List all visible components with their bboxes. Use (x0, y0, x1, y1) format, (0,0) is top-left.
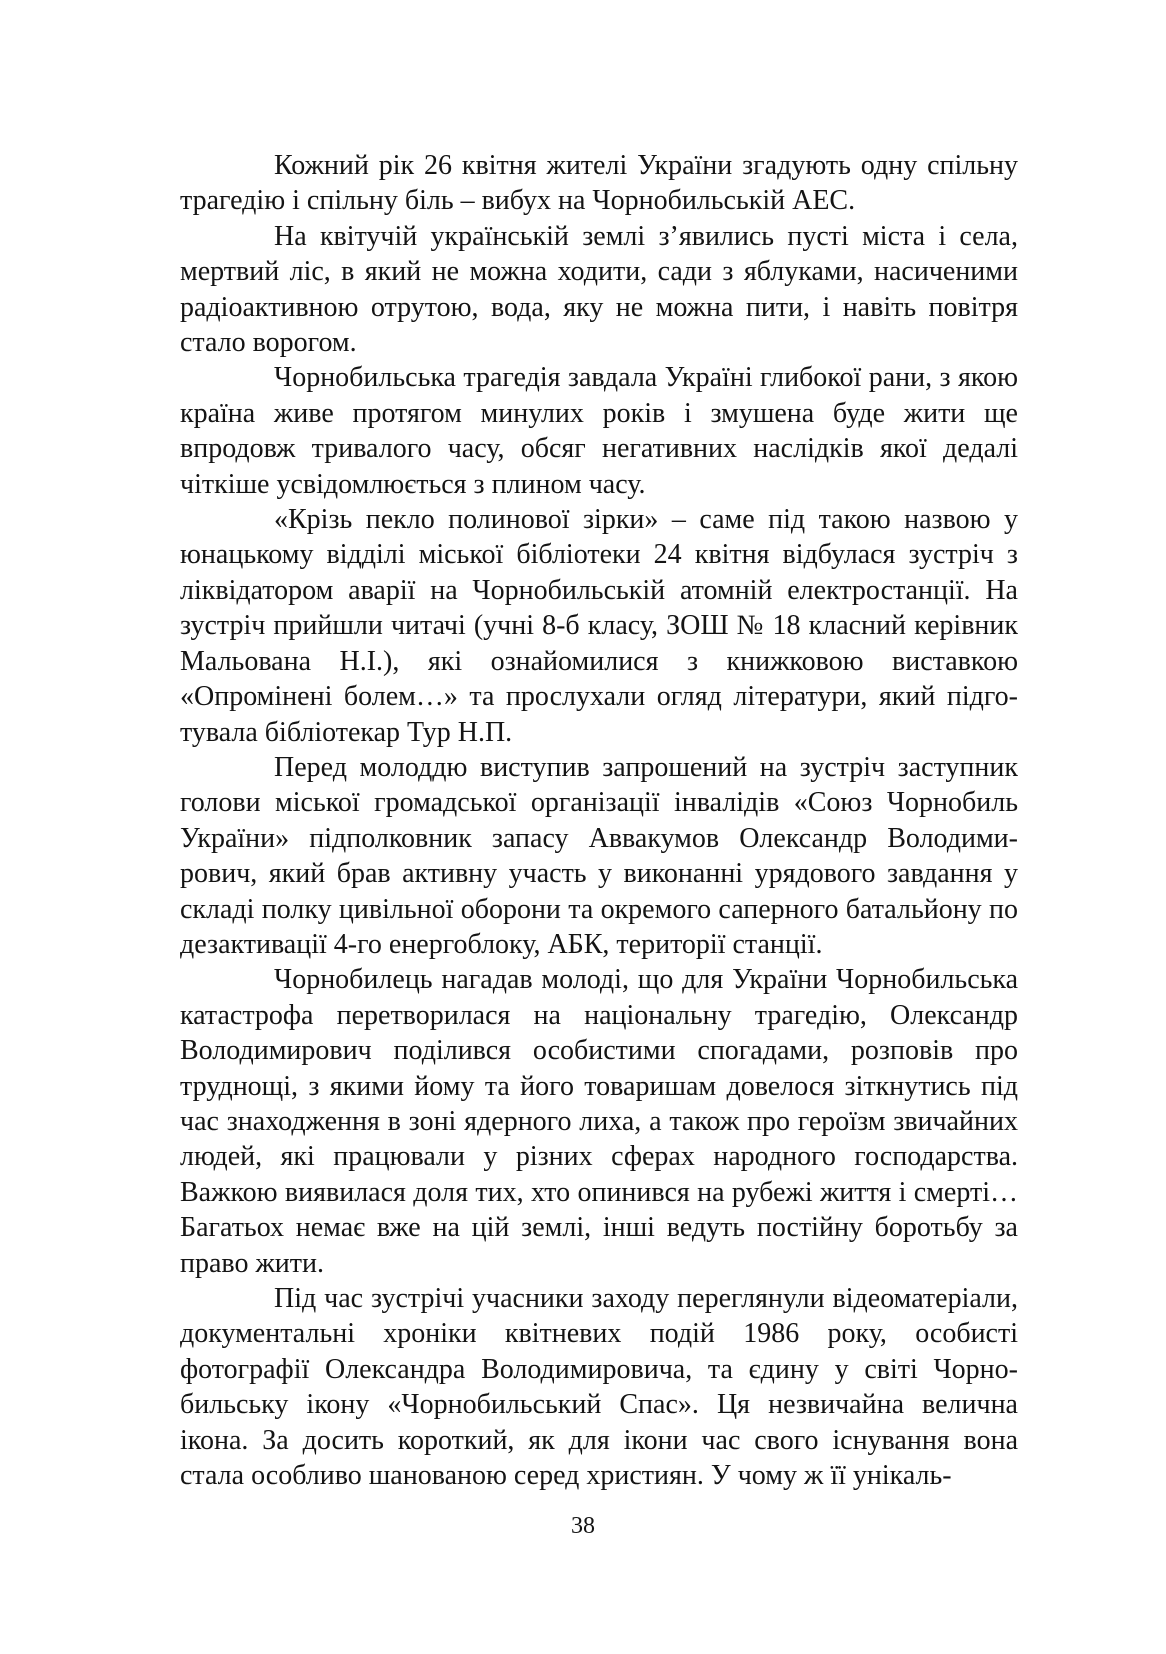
body-text (180, 148, 1018, 1493)
paragraph-7: Під час зустрічі учасники заходу переглянули відеоматеріали, документальні хроніки квітневих подій 1986 року, особисті фотографії Олександра Володимировича, та єдину у світі Чорнобильську ікону «Чорнобильський Спас». Ця незвичайна велична ікона. За досить короткий, як для ікони час свого існування вона стала особливо шанованою серед християн. У чому ж її унікаль- (180, 1283, 1018, 1492)
paragraph-6: Чорнобилець нагадав молоді, що для України Чорнобильська катастрофа перетворилася на національну трагедію, Олександр Володимирович поділився особистими спогадами, розповів про труднощі, з якими йому та його товаришам довелося зіткнутись під час знаходження в зоні ядерного лиха, а також про героїзм звичайних людей, які працювали у різних сферах народного господарства. Важкою виявилася доля тих, хто опинився на рубежі життя і смерті… Багатьох немає вже на цій землі, інші ведуть постійну боротьбу за право жити. (180, 964, 1018, 1279)
paragraph-5: Перед молоддю виступив запрошений на зустріч заступник голови міської громадської організації інвалідів «Союз Чорнобиль України» підполковник запасу Аввакумов Олександр Володимирович, який брав активну участь у виконанні урядового завдання у складі полку цивільної оборони та окремого саперного батальйону по дезактивації 4-го енергоблоку, АБК, території станції. (180, 751, 1018, 960)
page-number: 38 (571, 1513, 595, 1539)
paragraph-2: На квітучій українській землі з’явились пусті міста і села, мертвий ліс, в який не можна ходити, сади з яблуками, насиченими радіоактивною отрутою, вода, яку не можна пити, і навіть повітря стало ворогом. (180, 220, 1018, 359)
paragraph-4: «Крізь пекло полинової зірки» – саме під такою назвою у юнацькому відділі міської бібліотеки 24 квітня відбулася зустріч з ліквідатором аварії на Чорнобильській атомній електростанції. На зустріч прийшли читачі (учні 8-б класу, ЗОШ № 18 класний керівник Мальована Н.І.), які ознайомилися з книжковою виставкою «Опромінені болем…» та прослухали огляд літератури, який підготувала бібліотекар Тур Н.П. (180, 504, 1018, 748)
paragraph-3: Чорнобильська трагедія завдала Україні глибокої рани, з якою країна живе протягом минулих років і змушена буде жити ще впродовж тривалого часу, обсяг негативних наслідків якої дедалі чіткіше усвідомлюється з плином часу. (180, 362, 1018, 500)
paragraph-1: Кожний рік 26 квітня жителі України згадують одну спільну трагедію і спільну біль – вибух на Чорнобильській АЕС. (180, 150, 1018, 217)
